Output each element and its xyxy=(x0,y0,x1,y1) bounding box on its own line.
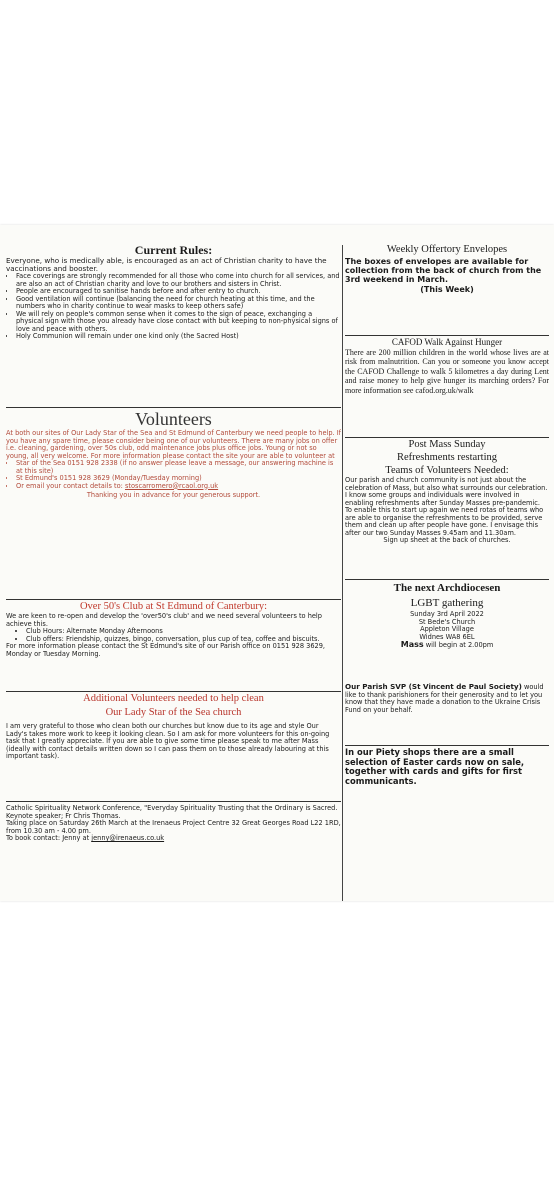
lgbt-postcode: Widnes WA8 6EL xyxy=(419,632,475,641)
over50s-outro: For more information please contact the St Edmund's site of our Parish office on 0151 928 3629, Monday or Tuesday Morning. xyxy=(6,642,326,658)
volunteers-thanks: Thanking you in advance for your generous support. xyxy=(86,491,261,499)
additional-volunteers-section xyxy=(6,691,341,800)
newsletter-page xyxy=(0,225,554,901)
current-rules-intro: Everyone, who is medically able, is encouraged as an act of Christian charity to have the vaccinations and booster. xyxy=(6,256,327,274)
over50s-list xyxy=(6,628,341,643)
over50s-title: Over 50's Club at St Edmund of Canterbury: xyxy=(79,601,268,612)
cafod-title: CAFOD Walk Against Hunger xyxy=(391,337,503,347)
conference-line-1: Catholic Spirituality Network Conference, "Everyday Spirituality Trusting that the Ordinary is Sacred. xyxy=(6,804,338,812)
list-item: • Club Hours: Alternate Monday Afternoons xyxy=(26,628,341,636)
left-column xyxy=(6,225,341,901)
current-rules-section xyxy=(6,243,341,405)
additional-body: I am very grateful to those who clean both our churches but know due to its age and style Our Lady's takes more work to keep it looking clean. So I am ask for more volunteers for this on-going task that I greatly appreciate. If you are able to give some time please speak to me after Mass (ideally with contact details written down so I can pass them on to those already labouring at this important task). xyxy=(6,722,330,760)
mass-text: will begin at 2.00pm xyxy=(423,641,494,649)
list-item: • Holy Communion will remain under one kind only (the Sacred Host) xyxy=(16,333,341,341)
list-item: • Good ventilation will continue (balancing the need for church heating at this time, and the numbers who in charity continue to wear masks to keep others safe) xyxy=(16,296,341,311)
conference-email-link[interactable]: jenny@irenaeus.co.uk xyxy=(91,834,165,842)
post-mass-signup: Sign up sheet at the back of churches. xyxy=(383,536,511,544)
post-mass-body: Our parish and church community is not just about the celebration of Mass, but also what surrounds our celebration. I know some groups and individuals were involved in enabling refreshments after Sunday Masses pre-pandemic. To enable this to start up again we need rotas of teams who are able to organise the refreshments to be provided, serve them and clean up after people have gone. I envisage this after our two Sunday Masses 9.45am and 11.30am. xyxy=(345,476,548,537)
contact-prefix: To book contact: Jenny at xyxy=(6,834,92,842)
list-item: • Star of the Sea 0151 928 2338 (if no answer please leave a message, our answering machine is at this site) xyxy=(16,460,341,475)
list-item: • Face coverings are strongly recommended for all those who come into church for all services, and are also an act of Christian charity and love to our brothers and sisters in Christ. xyxy=(16,273,341,288)
post-mass-title-3: Teams of Volunteers Needed: xyxy=(385,465,509,476)
offertory-note: (This Week) xyxy=(420,284,474,294)
post-mass-title-2: Refreshments restarting xyxy=(396,452,497,463)
piety-body: In our Piety shops there are a small selection of Easter cards now on sale, together with cards and gifts for first communicants. xyxy=(345,747,525,786)
lgbt-date: Sunday 3rd April 2022 xyxy=(410,610,484,618)
conference-section xyxy=(6,801,341,901)
list-item: • We will rely on people's common sense when it comes to the sign of peace, exchanging a physical sign with those you already have close contact with but keeping to non-physical signs of love and peace with others. xyxy=(16,311,341,334)
email-prefix: Or email your contact details to: xyxy=(16,481,125,490)
additional-title-1: Additional Volunteers needed to help clean xyxy=(83,693,264,704)
svp-section xyxy=(345,683,549,741)
cafod-body: There are 200 million children in the world whose lives are at risk from malnutrition. Can you or someone you know accept the CAFOD Challenge to walk 5 kilometres a day during Lent and raise money to help give hunger its marching orders? For more information see cafod.org.uk/walk xyxy=(345,348,549,395)
conference-line-3: Taking place on Saturday 26th March at the Irenaeus Project Centre 32 Great Georges Road L22 1RD, from 10.30 am - 4.00 pm. xyxy=(6,819,341,835)
offertory-section xyxy=(345,243,549,333)
volunteers-title: Volunteers xyxy=(135,409,212,429)
right-column xyxy=(345,225,549,901)
lgbt-mass-time xyxy=(345,641,549,650)
offertory-title: Weekly Offertory Envelopes xyxy=(386,244,508,255)
lgbt-title-1: The next Archdiocesen xyxy=(393,582,501,594)
list-item xyxy=(16,483,341,491)
over50s-section xyxy=(6,599,341,690)
volunteers-intro: At both our sites of Our Lady Star of the Sea and St Edmund of Canterbury we need people to help. If you have any spare time, please consider being one of our volunteers. There are many jobs on offer i.e. cleaning, gardening, over 50s club, odd maintenance jobs plus office jobs. Young or not so young, all very welcome. For more information please contact the site your are able to volunteer at xyxy=(6,429,341,460)
additional-title-2: Our Lady Star of the Sea church xyxy=(105,707,242,718)
cafod-section xyxy=(345,335,549,436)
column-divider xyxy=(342,245,343,901)
lgbt-title-2: LGBT gathering xyxy=(410,597,484,609)
offertory-body: The boxes of envelopes are available for collection from the back of church from the 3rd weekend in March. xyxy=(345,257,542,285)
mass-label: Mass xyxy=(400,640,424,649)
svp-text xyxy=(345,683,549,714)
volunteers-section xyxy=(6,407,341,598)
list-item: • Club offers: Friendship, quizzes, bingo, conversation, plus cup of tea, coffee and biscuits. xyxy=(26,636,341,644)
lgbt-venue: St Bede's Church xyxy=(418,617,476,626)
list-item: • St Edmund's 0151 928 3629 (Monday/Tuesday morning) xyxy=(16,475,341,483)
over50s-intro: We are keen to re-open and develop the 'over50's club' and we need several volunteers to help achieve this. xyxy=(6,612,322,628)
post-mass-title-1: Post Mass Sunday xyxy=(408,439,486,450)
piety-section xyxy=(345,745,549,806)
volunteers-contact-list xyxy=(6,460,341,490)
svp-body: would like to thank parishioners for their generosity and to let you know that they have made a donation to the Ukraine Crisis Fund on your behalf. xyxy=(345,683,544,714)
lgbt-section xyxy=(345,579,549,680)
volunteers-email-link[interactable]: stoscarromero@rcaol.org.uk xyxy=(124,481,219,490)
current-rules-list xyxy=(6,273,341,341)
list-item: • People are encouraged to sanitise hands before and after entry to church. xyxy=(16,288,341,296)
conference-contact xyxy=(6,835,341,843)
current-rules-title: Current Rules: xyxy=(134,243,213,257)
svp-title: Our Parish SVP (St Vincent de Paul Society) xyxy=(345,682,522,691)
post-mass-section xyxy=(345,437,549,578)
conference-line-2: Keynote speaker; Fr Chris Thomas. xyxy=(6,811,121,820)
lgbt-village: Appleton Village xyxy=(420,625,474,633)
